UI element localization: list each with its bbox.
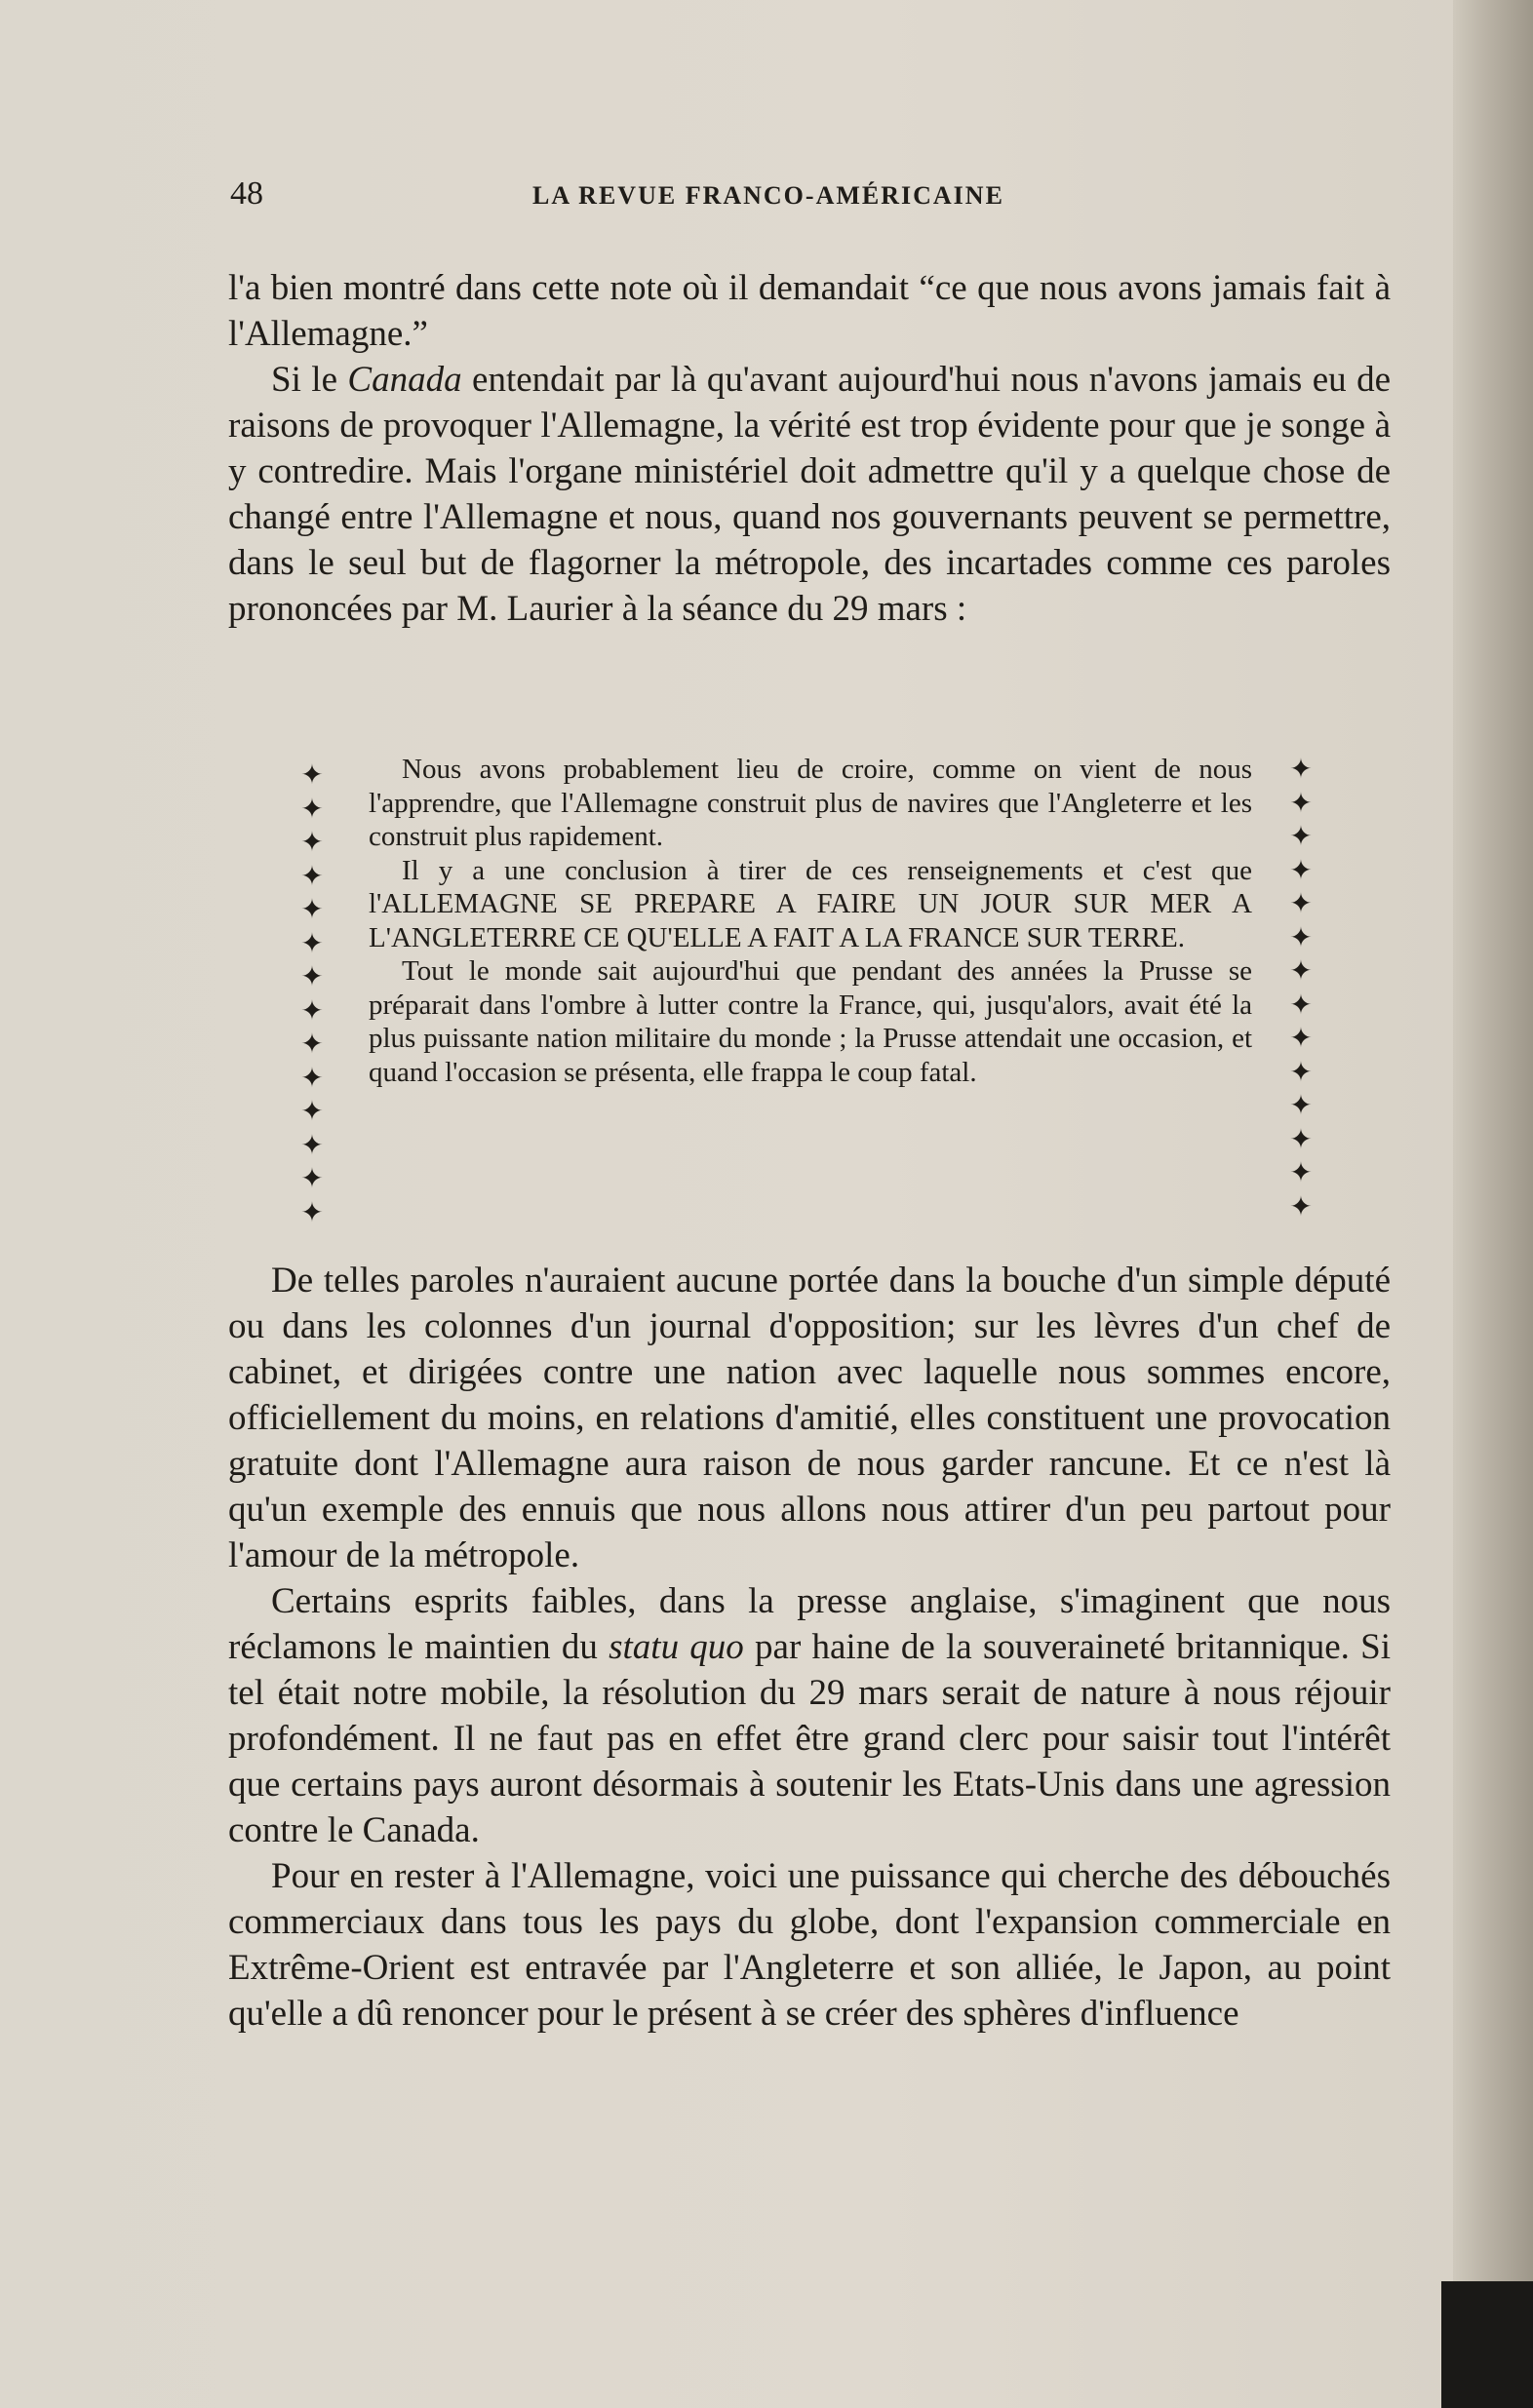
star-ornament-icon: ✦ <box>1289 988 1313 1021</box>
star-ornament-icon: ✦ <box>300 859 324 892</box>
quote-paragraph: Tout le monde sait aujourd'hui que pendant des années la Prusse se préparait dans l'ombre à lutter contre la France, qui, jusqu'alors, avait été la plus puissante nation militaire du monde ; la Prusse attendait une occasion, et quand l'occasion se présenta, elle frappa le coup fatal. <box>369 955 1252 1088</box>
star-ornament-icon: ✦ <box>300 826 324 858</box>
star-ornament-icon: ✦ <box>1289 887 1313 919</box>
star-ornament-icon: ✦ <box>1289 1189 1313 1223</box>
star-ornament-icon: ✦ <box>1289 820 1313 852</box>
emphasis-statu-quo: statu quo <box>609 1627 744 1667</box>
ornament-column-right <box>1281 753 1320 1223</box>
emphasis-canada: Canada <box>347 360 462 400</box>
paragraph-text: par haine de la souveraineté britannique. Si tel était notre mobile, la résolution du 29 mars serait de nature à nous réjouir profondément. Il ne faut pas en effet être grand clerc pour saisir tout l'intérêt que certains pays auront désormais à soutenir les Etats-Unis dans une agression contre le Canada. <box>228 1627 1391 1850</box>
quote-paragraph: Il y a une conclusion à tirer de ces renseignements et c'est que l'ALLEMAGNE SE PREPARE A FAIRE UN JOUR SUR MER A L'ANGLETERRE CE QU'ELLE A FAIT A LA FRANCE SUR TERRE. <box>369 854 1252 953</box>
paragraph-text: entendait par là qu'avant aujourd'hui nous n'avons jamais eu de raisons de provoquer l'Allemagne, la vérité est trop évidente pour que je songe à y contredire. Mais l'organe ministériel doit admettre qu'il y a quelque chose de changé entre l'Allemagne et nous, quand nos gouvernants peuvent se permettre, dans le seul but de flagorner la métropole, des incartades comme ces paroles prononcées par M. Laurier à la séance du 29 mars : <box>228 360 1391 629</box>
quote-text <box>369 753 1252 1089</box>
paragraph-text: Certains esprits faibles, dans la presse anglaise, s'imaginent que nous réclamons le maintien du <box>228 1581 1391 1667</box>
running-title: LA REVUE FRANCO-AMÉRICAINE <box>532 181 1004 210</box>
star-ornament-icon: ✦ <box>1289 753 1313 785</box>
block-quote <box>293 753 1336 1230</box>
star-ornament-icon: ✦ <box>1289 1022 1313 1054</box>
star-ornament-icon: ✦ <box>300 1028 324 1060</box>
page-binding-shadow <box>1453 0 1533 2408</box>
star-ornament-icon: ✦ <box>300 1061 324 1094</box>
star-ornament-icon: ✦ <box>1289 853 1313 886</box>
page-header <box>230 175 1391 214</box>
star-ornament-icon: ✦ <box>300 1162 324 1194</box>
star-ornament-icon: ✦ <box>1289 1089 1313 1121</box>
paragraph: De telles paroles n'auraient aucune portée dans la bouche d'un simple député ou dans les colonnes d'un journal d'opposition; sur les lèvres d'un chef de cabinet, et dirigées contre une nation avec laquelle nous sommes encore, officiellement du moins, en relations d'amitié, elles constituent une provocation gratuite dont l'Allemagne aura raison de nous garder rancune. Et ce n'est là qu'un exemple des ennuis que nous allons nous attirer d'un peu partout pour l'amour de la métropole. <box>228 1261 1391 1575</box>
paragraph <box>228 357 1391 632</box>
paragraph: l'a bien montré dans cette note où il demandait “ce que nous avons jamais fait à l'Allemagne.” <box>228 268 1391 354</box>
star-ornament-icon: ✦ <box>300 1095 324 1127</box>
star-ornament-icon: ✦ <box>300 960 324 992</box>
page-corner-shadow <box>1441 2281 1533 2408</box>
paragraph: Pour en rester à l'Allemagne, voici une puissance qui cherche des débouchés commerciaux dans tous les pays du globe, dont l'expansion commerciale en Extrême-Orient est entravée par l'Angleterre et son alliée, le Japon, au point qu'elle a dû renoncer pour le présent à se créer des sphères d'influence <box>228 1856 1391 2034</box>
body-text-top <box>228 265 1391 632</box>
paragraph-text: Si le <box>271 360 348 400</box>
page-number: 48 <box>230 175 263 212</box>
star-ornament-icon: ✦ <box>300 1195 324 1228</box>
star-ornament-icon: ✦ <box>1289 1055 1313 1088</box>
body-text-bottom <box>228 1258 1391 2037</box>
star-ornament-icon: ✦ <box>300 993 324 1027</box>
star-ornament-icon: ✦ <box>300 1128 324 1161</box>
star-ornament-icon: ✦ <box>300 792 324 825</box>
star-ornament-icon: ✦ <box>1289 1156 1313 1188</box>
paragraph <box>228 1578 1391 1853</box>
star-ornament-icon: ✦ <box>300 893 324 925</box>
star-ornament-icon: ✦ <box>1289 920 1313 953</box>
star-ornament-icon: ✦ <box>1289 1122 1313 1155</box>
star-ornament-icon: ✦ <box>300 926 324 959</box>
star-ornament-icon: ✦ <box>300 758 324 791</box>
quote-paragraph: Nous avons probablement lieu de croire, comme on vient de nous l'apprendre, que l'Allemagne construit plus de navires que l'Angleterre et les construit plus rapidement. <box>369 754 1252 852</box>
star-ornament-icon: ✦ <box>1289 786 1313 819</box>
ornament-column-left <box>293 758 332 1229</box>
star-ornament-icon: ✦ <box>1289 954 1313 987</box>
